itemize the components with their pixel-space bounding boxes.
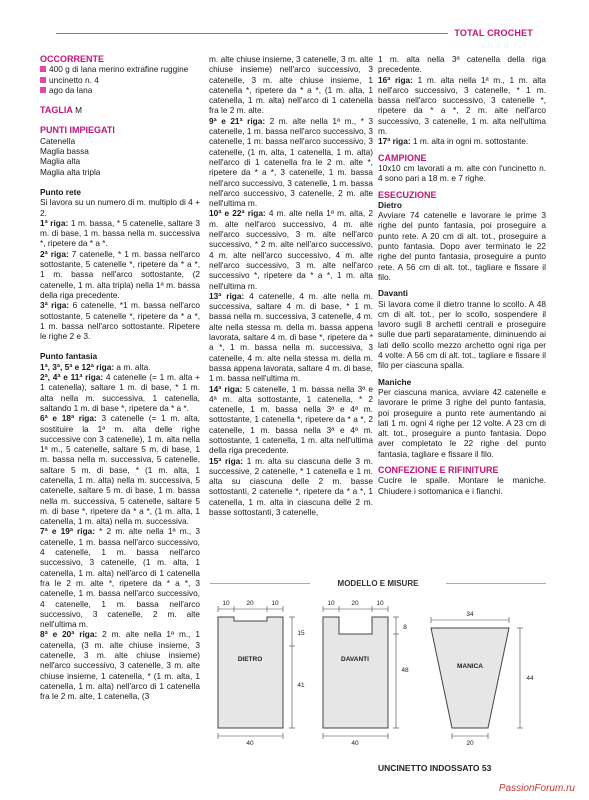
instruction-row: 8ª e 20ª riga: 2 m. alte nella 1ª m., 1 catenella, (3 m. alte chiuse insieme, 3 catenelle, 3 m. alte chiuse insieme) nell'arco successivo, 3 catenelle, 3 m. alte chiuse insieme, 1 catenella, * (1 m. alta, 1 catenella, 1 m. alta) nell'arco di 1 catenella fra le 2 m. alte, 1 catenella, (3 — [40, 629, 200, 702]
confezione-heading: CONFEZIONE E RIFINITURE — [378, 464, 499, 475]
punto-fantasia-heading: Punto fantasia — [40, 351, 98, 362]
manica-piece — [431, 611, 534, 747]
watermark: PassionForum.ru — [498, 783, 575, 794]
davanti-top-right: 10 — [376, 600, 384, 607]
dietro-top-mid: 20 — [246, 600, 254, 607]
davanti-text: Si lavora come il dietro tranne lo scollo. A 48 cm di alt. tot., per lo scollo, sospendere il lavoro sugli 8 archetti centrali e proseguire sulle due parti separatamente, diminuendo ai lati dello scollo mezzo archetto ogni riga per 4 volte. A 56 cm di alt. tot., tagliare e fissare il filo per ciascuna spalla. — [378, 298, 546, 371]
bullet-square-icon — [40, 77, 46, 83]
dietro-top-right: 10 — [271, 600, 279, 607]
manica-right: 44 — [526, 675, 534, 682]
maniche-text: Per ciascuna manica, avviare 42 catenelle e lavorare le prime 3 righe del punto fantasia, poi proseguire a punto rete aumentando ai lati 1 m. ogni 4 righe per 12 volte. A 23 cm di alt. tot., proseguire a punto fantasia. Dopo aver completato le 22 righe del punto fantasia, tagliare e fissare il filo. — [378, 386, 546, 459]
dietro-right-top: 15 — [297, 630, 305, 637]
dietro-bottom: 40 — [246, 740, 254, 747]
manica-bottom: 20 — [466, 740, 474, 747]
davanti-top-left: 10 — [327, 600, 335, 607]
instruction-row: 13ª riga: 4 catenelle, 4 m. alte nella m. successiva, saltare 4 m. di base, * 1 m. bassa nella m. successiva, 3 catenelle, 4 m. alte nella stessa m. della m. bassa appena lavorata, saltare 4 m. di base *, ripetere da * a *, 1 m. bassa nella m. successiva, 3 catenelle, 4 m. alte nella stessa m. della m. bassa appena lavorata, saltare 4 m. di base, 1 m. bassa nell'ultima m. — [209, 290, 373, 384]
davanti-heading: Davanti — [378, 288, 408, 299]
punti-heading: PUNTI IMPIEGATI — [40, 125, 115, 136]
davanti-top-mid: 20 — [351, 600, 359, 607]
punto-item: Maglia bassa — [40, 146, 89, 157]
instruction-continued: 1 m. alta nella 3ª catenella della riga precedente. — [378, 54, 546, 75]
dietro-heading: Dietro — [378, 199, 402, 210]
taglia-line — [40, 105, 200, 115]
taglia-value: M — [72, 105, 83, 116]
instruction-row: 17ª riga: 1 m. alta in ogni m. sottostante. — [378, 136, 529, 147]
dietro-right-main: 41 — [297, 682, 305, 689]
occorrente-heading: OCCORRENTE — [40, 54, 105, 64]
schematic-panel — [210, 579, 546, 749]
material-item: ago da lana — [40, 85, 200, 95]
page-number: 53 — [481, 763, 492, 773]
schematic-title: MODELLO E MISURE — [337, 579, 419, 588]
manica-label: MANICA — [457, 663, 483, 670]
punto-rete-heading: Punto rete — [40, 186, 82, 197]
esecuzione-heading: ESECUZIONE — [378, 189, 437, 200]
maniche-heading: Maniche — [378, 376, 412, 387]
dietro-top-left: 10 — [222, 600, 230, 607]
instruction-row: 2ª riga: 7 catenelle, * 1 m. bassa nell'arco sottostante, 5 catenelle *, ripetere da * a *, 1 m. bassa nell'arco sottostante, (2 catenelle, 1 m. alta tripla) nella 1ª m. bassa della riga precedente. — [40, 248, 200, 300]
davanti-label: DAVANTI — [341, 656, 369, 663]
instruction-row: 2ª, 4ª e 11ª riga: 4 catenelle (= 1 m. alta + 1 catenella), saltare 1 m. di base, * 1 m. alta nella m. successiva, 1 catenella, saltando 1 m. di base *, ripetere da * a *. — [40, 372, 200, 413]
campione-text: 10x10 cm lavorati a m. alte con l'uncinetto n. 4 sono pari a 18 m. e 7 righe. — [378, 162, 546, 184]
instruction-continued: m. alte chiuse insieme, 3 catenelle, 3 m. alte chiuse insieme) nell'arco successivo, 3 catenelle, 3 m. alte chiuse insieme, 1 catenella *, ripetere da * a *, (1 m. alta, 1 catenella, 1 m. alta) nell'arco di 1 catenella fra le 2 m. alte. — [209, 54, 373, 116]
dietro-text: Avviare 74 catenelle e lavorare le prime 3 righe del punto fantasia, poi proseguire a punto rete. A 20 cm di alt. tot., proseguire a punto fantasia. Dopo aver terminato le 22 righe del punto fantasia, proseguire a punto rete. A 56 cm di alt. tot., tagliare e fissare il filo. — [378, 210, 546, 282]
column-1 — [40, 54, 200, 702]
davanti-bottom: 40 — [351, 740, 359, 747]
punto-item: Maglia alta — [40, 156, 81, 167]
taglia-heading: TAGLIA — [40, 105, 73, 116]
campione-heading: CAMPIONE — [378, 152, 427, 163]
instruction-row: 10ª e 22ª riga: 4 m. alte nella 1ª m. alta, 2 m. alte nell'arco successivo, 4 m. alte nell'arco successivo, 3 m. alte nell'arco successivo, * 2 m. alte nell'arco successivo, 4 m. alte nell'arco successivo, 4 m. alte nell'arco successivo, 3 m. alte nell'arco successivo *, ripetere da * a *, 1 m. alta nell'ultima m. — [209, 208, 373, 291]
instruction-row: 14ª riga: 5 catenelle, 1 m. bassa nella 3ª e 4ª m. alta sottostante, 1 catenella, * 2 catenelle, 1 m. bassa nella 3ª e 4ª m. sottostante, 1 catenella *, ripetere da * a *, 2 catenelle, 1 m. bassa nella 3ª e 4ª m. sottostante, 1 catenella, 1 m. alta nell'ultima della riga precedente. — [209, 383, 373, 456]
punto-rete-intro: Si lavora su un numero di m. multiplo di 4 + 2. — [40, 197, 200, 218]
instruction-row: 6ª e 18ª riga: 3 catenelle (= 1 m. alta, sostituire la 1ª m. alta delle righe successive con 3 catenelle), 1 m. alta nella 1ª m., 5 catenelle, saltare 5 m. di base, 1 m. bassa nella m. successiva, 5 catenelle, saltare 5 m. di base, * (1 m. alta, 1 catenella, 1 m. alta) nella m. successiva, 5 catenelle, saltare 5 m. di base, 1 m. bassa nella m. successiva, 5 catenelle, saltare 5 m. di base *, ripetere da * a *, (1 m. alta, 1 catenella, 1 m. alta) nella m. successiva. — [40, 413, 200, 527]
punto-item: Maglia alta tripla — [40, 166, 101, 177]
instruction-row: 1ª riga: 1 m. bassa, * 5 catenelle, saltare 3 m. di base, 1 m. bassa nella m. successiva *, ripetere da * a *. — [40, 217, 200, 249]
instruction-row: 16ª riga: 1 m. alta nella 1ª m., 1 m. alta nell'arco successivo, 3 catenelle, * 1 m. bassa nell'arco successivo, 3 catenelle *, ripetere da * a *, 2 m. alte nell'arco successivo, 3 catenelle, 1 m. alta nell'ultima m. — [378, 74, 546, 137]
dietro-piece — [218, 600, 305, 747]
section-label: TOTAL CROCHET — [448, 28, 533, 38]
davanti-right-main: 48 — [401, 667, 409, 674]
davanti-piece — [323, 600, 409, 747]
instruction-row: 3ª riga: 6 catenelle, *1 m. bassa nell'arco sottostante, 5 catenelle *, ripetere da * a *, 1 m. bassa nell'arco sottostante. Ripetere le righe 2 e 3. — [40, 300, 200, 342]
dietro-label: DIETRO — [237, 656, 263, 663]
instruction-row: 15ª riga: 1 m. alta su ciascuna delle 3 m. successive, 2 catenelle, * 1 catenella e 1 m. alta su ciascuna delle 2 m. basse sottostanti, 2 catenelle *, ripetere da * a *, 1 catenella, 1 m. alta in ciascuna delle 2 m. basse sottostanti, 3 catenelle, — [209, 455, 373, 518]
page-footer — [378, 763, 491, 773]
davanti-right-top: 8 — [403, 624, 407, 631]
punto-item: Catenella — [40, 135, 76, 146]
instruction-row: 1ª, 3ª, 5ª e 12ª riga: a m. alta. — [40, 361, 151, 372]
footer-title: UNCINETTO INDOSSATO — [378, 763, 480, 773]
schematic-svg — [210, 579, 546, 749]
instruction-row: 7ª e 19ª riga: * 2 m. alte nella 1ª m., 3 catenelle, 1 m. bassa nell'arco successivo, 4 catenelle, 1 m. bassa nell'arco successivo, 3 catenelle, (1 m. alta, 1 catenella, 1 m. alta) nell'arco di 1 catenella fra le 2 m. alte *, ripetere da * a *, 3 catenelle, 1 m. bassa nell'arco successivo, 4 catenelle, 1 m. bassa nell'arco successivo, 3 catenelle, 2 m. alte nell'ultima m. — [40, 526, 200, 630]
bullet-square-icon — [40, 66, 46, 72]
column-2 — [209, 54, 373, 517]
confezione-text: Cucire le spalle. Montare le maniche. Chiudere i sottomanica e i fianchi. — [378, 475, 546, 496]
material-item: uncinetto n. 4 — [40, 75, 200, 85]
instruction-row: 9ª e 21ª riga: 2 m. alte nella 1ª m., * 3 catenelle, 1 m. bassa nell'arco successivo, 3 catenelle, 1 m. bassa nell'arco successivo, 3 catenelle, (1 m. alta, 1 catenella, 1 m. alta) nell'arco di 1 catenella fra le 2 m. alte *, ripetere da * a *, 3 catenelle, 1 m. bassa nell'arco successivo, 3 catenelle, 1 m. bassa nell'arco successivo, 3 catenelle, 2 m. alte nell'ultima m. — [209, 115, 374, 209]
material-item: 400 g di lana merino extrafine ruggine — [40, 64, 200, 74]
bullet-square-icon — [40, 87, 46, 93]
top-header — [0, 28, 589, 40]
column-3 — [378, 54, 546, 496]
manica-top: 34 — [466, 611, 474, 618]
